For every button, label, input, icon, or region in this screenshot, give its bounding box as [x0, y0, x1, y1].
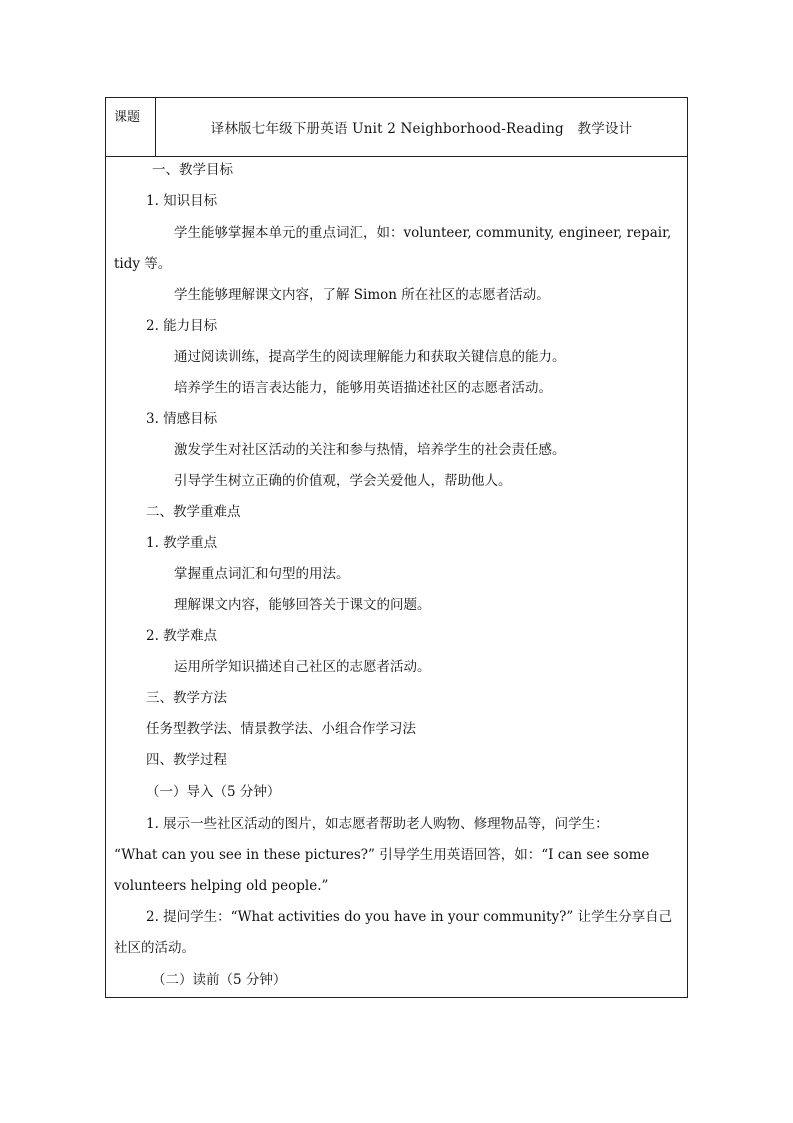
topic-label: 课题 [106, 98, 156, 156]
text-line: 1. 展示一些社区活动的图片，如志愿者帮助老人购物、修理物品等，问学生： [146, 816, 609, 832]
text-line: tidy 等。 [114, 256, 172, 272]
subheading-ability: 2. 能力目标 [146, 318, 218, 334]
text-line: volunteers helping old people.” [114, 878, 329, 894]
section-heading-process: 四、教学过程 [146, 752, 227, 768]
text-line: 社区的活动。 [114, 940, 195, 956]
text-line: 激发学生对社区活动的关注和参与热情，培养学生的社会责任感。 [174, 442, 566, 458]
subheading-focus: 1. 教学重点 [146, 535, 218, 551]
subheading-difficulty: 2. 教学难点 [146, 628, 218, 644]
text-line: 运用所学知识描述自己社区的志愿者活动。 [174, 659, 431, 675]
subheading-lead-in: （一）导入（5 分钟） [146, 784, 281, 800]
text-line: 理解课文内容，能够回答关于课文的问题。 [174, 597, 431, 613]
lesson-plan-table [105, 97, 688, 998]
section-heading-key-points: 二、教学重难点 [146, 504, 241, 520]
subheading-pre-reading: （二）读前（5 分钟） [152, 972, 287, 988]
section-heading-objectives: 一、教学目标 [152, 162, 233, 178]
text-line: 培养学生的语言表达能力，能够用英语描述社区的志愿者活动。 [174, 380, 552, 396]
text-line: 引导学生树立正确的价值观，学会关爱他人，帮助他人。 [174, 473, 512, 489]
section-heading-methods: 三、教学方法 [146, 690, 227, 706]
title-row [106, 98, 687, 157]
lesson-title: 译林版七年级下册英语 Unit 2 Neighborhood-Reading 教学设计 [210, 121, 633, 137]
text-line: 2. 提问学生：“What activities do you have in your community?” 让学生分享自己 [146, 909, 673, 925]
text-line: 学生能够掌握本单元的重点词汇，如：volunteer, community, engineer, repair, [174, 225, 672, 241]
text-line: 通过阅读训练，提高学生的阅读理解能力和获取关键信息的能力。 [174, 349, 566, 365]
text-line: 掌握重点词汇和句型的用法。 [174, 566, 350, 582]
text-line: 学生能够理解课文内容，了解 Simon 所在社区的志愿者活动。 [174, 287, 550, 303]
subheading-knowledge: 1. 知识目标 [146, 193, 218, 209]
text-line: “What can you see in these pictures?” 引导学生用英语回答，如：“I can see some [114, 847, 650, 863]
text-line: 任务型教学法、情景教学法、小组合作学习法 [146, 721, 416, 737]
subheading-emotion: 3. 情感目标 [146, 411, 218, 427]
